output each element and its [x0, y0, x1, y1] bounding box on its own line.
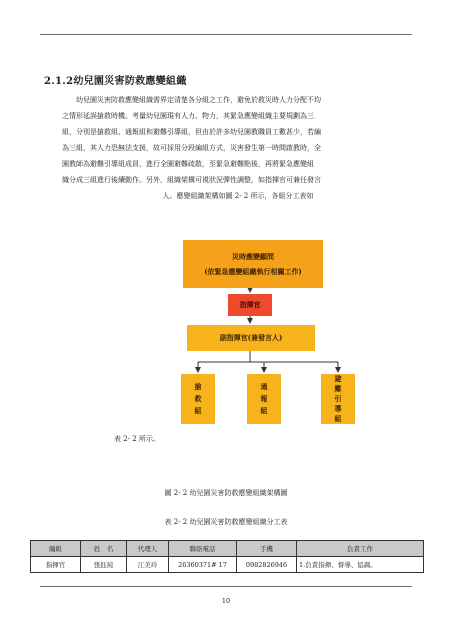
notify-team-char: 報 — [260, 394, 268, 403]
evacuation-team-char: 難 — [334, 384, 342, 393]
evacuation-team-char: 組 — [334, 414, 342, 423]
section-heading: 2.1.2幼兒園災害防救應變組織 — [44, 76, 187, 87]
table-cell: 指揮官 — [31, 557, 81, 573]
table-header: 手機 — [237, 541, 297, 557]
rescue-team-char: 救 — [194, 394, 202, 403]
header-rule — [40, 34, 412, 35]
paragraph-line: 幼兒園災害防救應變組織需界定清楚各分組之工作，避免於救災時人力分配不均 — [76, 96, 321, 104]
figure-caption: 圖 2- 2 幼兒園災害防救應變組織架構圖 — [164, 489, 288, 497]
table-caption: 表 2- 2 幼兒園災害防救應變組織分工表 — [164, 518, 288, 526]
paragraph-line: 組，分別是搶救組、通報組和避難引導組，但由於許多幼兒園教職員工數甚少，若編 — [62, 128, 321, 136]
evacuation-team-box — [321, 374, 355, 424]
notify-team-char: 通 — [260, 382, 268, 391]
paragraph-line: 為三組，其人力恐無法支援，故可採用分段編組方式，災害發生第一時間啟教時，全 — [62, 144, 321, 152]
rescue-team-box — [181, 374, 215, 424]
evacuation-team-char: 導 — [334, 404, 342, 413]
body-paragraph — [62, 92, 414, 204]
table-header: 代理人 — [127, 541, 169, 557]
table-header-row — [31, 541, 424, 557]
table-row — [31, 557, 424, 573]
paragraph-line: 園教師為避難引導組成員，進行全園避難疏散，至緊急避難點後，再將緊急應變組 — [62, 160, 314, 168]
deputy-commander-box: 副指揮官(兼發言人) — [187, 325, 315, 351]
evacuation-team-char: 引 — [334, 394, 342, 403]
notify-team-box — [247, 374, 281, 424]
table-cell: 1.負責指揮、督導、協調。 — [297, 557, 424, 573]
table-header: 負責工作 — [297, 541, 424, 557]
paragraph-line: 織分成三組進行後續動作。另外，組織架構可視狀況彈性調整，如指揮官可兼任發言 — [62, 176, 321, 184]
table-cell: 0982826946 — [237, 557, 297, 573]
table-header: 編組 — [31, 541, 81, 557]
rescue-team-char: 搶 — [194, 382, 202, 391]
advisor-box — [183, 240, 323, 288]
table-cell: 張鈺純 — [81, 557, 127, 573]
table-header: 姓 名 — [81, 541, 127, 557]
rescue-team-char: 組 — [194, 406, 202, 415]
evacuation-team-char: 避 — [334, 374, 342, 383]
table-cell: 江美玲 — [127, 557, 169, 573]
paragraph-line: 人。應變組織架構如圖 2- 2 所示，各組分工表如 — [162, 192, 314, 200]
advisor-subtitle: (依緊急應變組織執行相關工作) — [204, 267, 302, 276]
table-header: 聯絡電話 — [169, 541, 237, 557]
footer-rule — [40, 586, 412, 587]
advisor-title: 災時應變顧問 — [232, 252, 274, 261]
notify-team-char: 組 — [260, 406, 268, 415]
table-reference-note: 表 2- 2 所示。 — [114, 435, 160, 443]
roles-table — [30, 540, 424, 573]
commander-box: 指揮官 — [228, 294, 272, 316]
table-cell: 26360371# 17 — [169, 557, 237, 573]
page-number: 10 — [221, 597, 231, 605]
paragraph-line: 之情形延誤搶救時機。考量幼兒園現有人力、物力，其緊急應變組織主要規劃為三 — [62, 112, 314, 120]
